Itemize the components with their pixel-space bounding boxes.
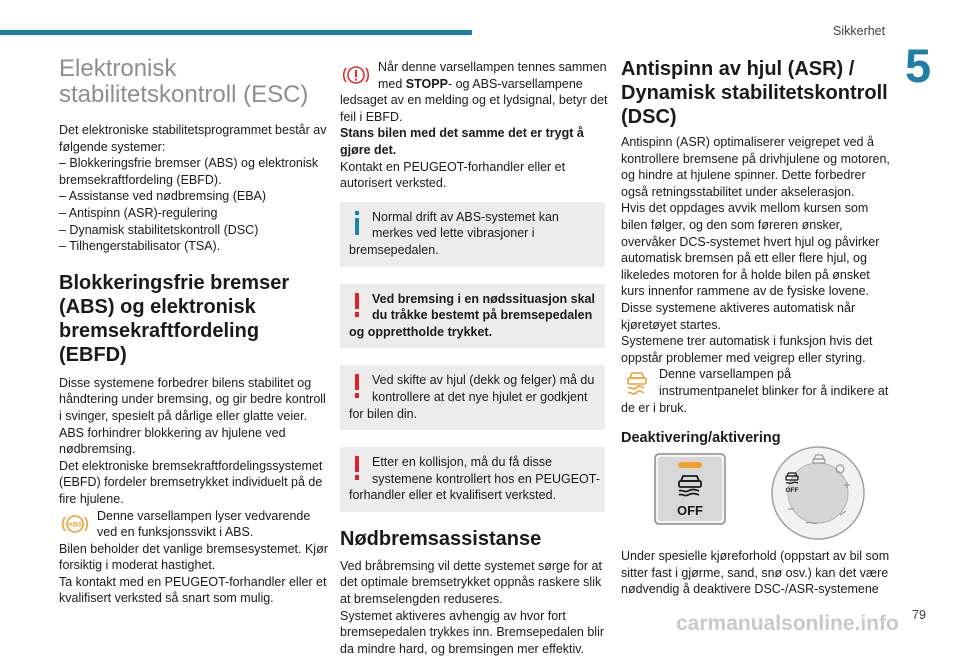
column-left [59, 55, 328, 607]
ebfd-warning-paragraph: ledsaget av en melding og et lydsignal, betyr det feil i EBFD. Stans bilen med det samme det er trygt å gjøre det. Kontakt en PEUGEOT-forhandler eller et autorisert verksted. [340, 93, 608, 191]
off-button-label: OFF [677, 503, 703, 518]
esc-heading: Elektronisk stabilitetskontroll (ESC) [59, 55, 309, 108]
chapter-number: 5 [905, 39, 932, 92]
abs-paragraph: Disse systemene forbedrer bilens stabilitet og håndtering under bremsing, og gir bedre kontroll i svinger, spesielt på dårlige eller glatte veier. ABS forhindrer blokkering av hjulene ved nødbremsing. Det elektroniske bremsekraftfordelingssystemet (EBFD) fordeler bremsetrykket individuelt på de fire hjulene. [59, 375, 326, 506]
warning-box-collision: Etter en kollisjon, må du få disse systemene kontrollert hos en PEUGEOT- forhandler eller et kvalifisert verksted. [340, 447, 605, 512]
warning-box-emergency-braking: Ved bremsing i en nødssituasjon skal du tråkke bestemt på bremsepedalen og opprettholde trykket. [340, 284, 605, 349]
warning-box-wheel-change: Ved skifte av hjul (dekk og felger) må du kontrollere at det nye hjulet er godkjent for bilen din. [340, 365, 605, 430]
esc-paragraph: Det elektroniske stabilitetsprogrammet består av følgende systemer: – Blokkeringsfrie bremser (ABS) og elektronisk bremsekraftfordeling (EBFD). – Assistanse ved nødbremsing (EBA) – Antispinn (ASR)-regulering – Dynamisk stabilitetskontroll (DSC) – Tilhengerstabilisator (TSA). [59, 123, 327, 254]
dsc-warning-row: Denne varsellampen på instrumentpanelet blinker for å indikere at [621, 366, 886, 399]
exclamation-warning-icon [352, 456, 362, 480]
exclamation-warning-icon [352, 293, 362, 317]
drive-mode-dial-illustration [770, 445, 866, 546]
asr-paragraph: Antispinn (ASR) optimaliserer veigrepet ved å kontrollere bremsene på drivhjulene og motoren, og hindre at hjulene spinner. Dette forbedrer også retningsstabilitet under akselerasjon. Hvis det oppdages avvik mellom kursen som bilen følger, og den som føreren ønsker, overvåker DCS-systemet hvert hjul og påvirker automatisk bremsen på ett eller flere hjul, og likeledes motoren for å holde bilen på ønsket kurs innenfor rammene av de fysiske lovene. Disse systemene aktiveres automatisk når kjøretøyet startes. Systemene trer automatisk i funksjon hvis det oppstår problemer med veigrep eller styring. [621, 135, 890, 365]
section-title: Sikkerhet [833, 24, 886, 38]
info-icon [352, 211, 362, 235]
watermark: carmanualsonline.info [676, 612, 899, 635]
deaktivering-paragraph-wrap [621, 548, 890, 598]
info-box-abs-vibration: Normal drift av ABS-systemet kan merkes ved lette vibrasjoner i bremsepedalen. [340, 202, 605, 267]
dsc-warning-after: de er i bruk. [621, 400, 688, 415]
skid-car-warning-icon [623, 368, 651, 396]
abs-after-paragraph: Bilen beholder det vanlige bremsesystemet. Kjør forsiktig i moderat hastighet. Ta kontakt med en PEUGEOT-forhandler eller et kvalifisert verksted så snart som mulig. [59, 541, 328, 606]
abs-warning-light-icon [61, 510, 89, 538]
exclamation-warning-icon [352, 374, 362, 398]
brake-warning-light-icon [342, 61, 370, 89]
column-right [621, 57, 890, 447]
asr-heading: Antispinn av hjul (ASR) / Dynamisk stabilitetskontroll (DSC) [621, 58, 888, 128]
column-middle [340, 59, 608, 657]
svg-text:ABS: ABS [68, 521, 82, 528]
ebfd-warning-row: Når denne varsellampen tennes sammen med STOPP- og ABS-varsellampene [340, 59, 605, 92]
header-accent-bar [0, 30, 472, 35]
esc-off-button-illustration [654, 453, 726, 530]
nodbrems-heading: Nødbremsassistanse [340, 527, 542, 550]
nodbrems-paragraph: Ved bråbremsing vil dette systemet sørge for at det optimale bremsetrykket oppnås raskere slik at bremselengden reduseres. Systemet aktiveres avhengig av hvor fort bremsepedalen trykkes inn. Bremsepedalen blir da mindre hard, og bremsingen mer effektiv. [340, 558, 605, 656]
page-number: 79 [912, 608, 926, 622]
deaktivering-heading: Deaktivering/aktivering [621, 430, 781, 447]
abs-heading: Blokkeringsfrie bremser (ABS) og elektronisk bremsekraftfordeling (EBFD) [59, 271, 290, 366]
dial-off-label: OFF [785, 487, 799, 494]
abs-warning-row: ABS Denne varsellampen lyser vedvarende ved en funksjonssvikt i ABS. [59, 508, 322, 541]
deaktivering-paragraph: Under spesielle kjøreforhold (oppstart av bil som sitter fast i gjørme, sand, snø osv.) kan det være nødvendig å deaktivere DSC-/ASR-systemene [621, 549, 890, 597]
